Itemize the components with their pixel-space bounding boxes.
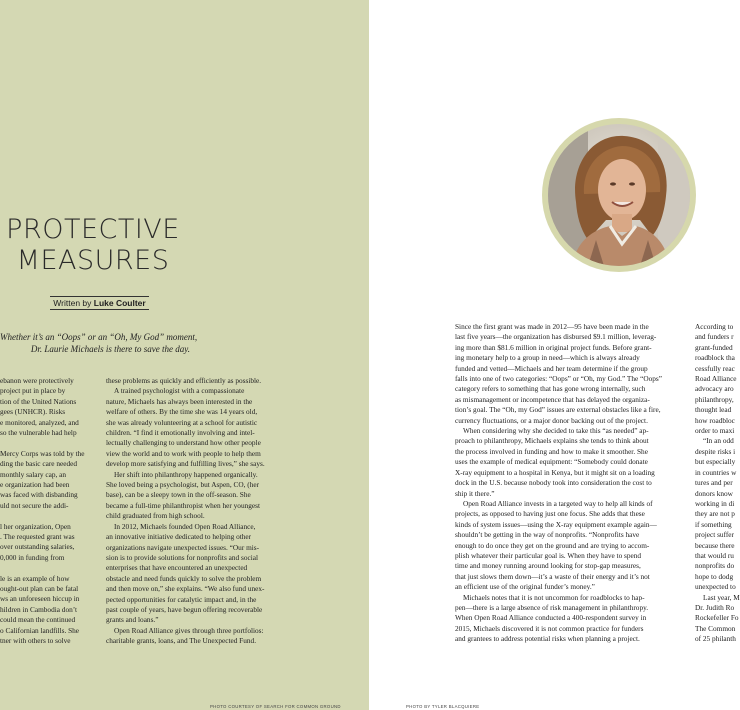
text-line: Since the first grant was made in 2012—95 have been made in the [455, 322, 649, 331]
portrait-image [548, 124, 690, 266]
text-line: but especially [695, 457, 736, 467]
title-line-2: MEASURES [16, 245, 170, 276]
text-line: tion of the United Nations [0, 396, 77, 406]
text-line: uld not secure the addi- [0, 500, 69, 510]
text-line: over outstanding salaries, [0, 542, 75, 552]
text-line [0, 438, 102, 448]
text-line: She loved being a psychologist, but Aspen, CO, (her [106, 480, 260, 490]
left-column-2 [106, 376, 292, 647]
text-line: Michaels notes that it is not uncommon for roadblocks to hap- [463, 592, 645, 602]
text-line: nonprofits do [695, 561, 735, 571]
text-line [0, 511, 102, 521]
photo-credit-right: PHOTO BY TYLER BLACQUIERE [406, 704, 480, 709]
text-line: le is an example of how [0, 573, 70, 583]
text-line: philanthropy, [695, 394, 734, 404]
text-line: X-ray equipment to a hospital in Kenya, but it might sit on a loading [455, 467, 655, 477]
text-line: When considering why she decided to take this “as needed” ap- [463, 426, 649, 436]
text-line: “In an odd [703, 436, 734, 446]
text-line: funded and vetted—Michaels and her team determine if the group [455, 363, 648, 373]
text-line: ing more than $81.6 million in original project funds. Before grant- [455, 342, 652, 352]
text-line: was faced with disbanding [0, 490, 78, 500]
text-line: past couple of years, have begun offering recoverable [106, 604, 263, 614]
text-line: view the world and to work with people to help them [106, 448, 261, 458]
text-line: last five years—the organization has disbursed $9.1 million, leverag- [455, 332, 657, 342]
text-line: o Californian landfills. She [0, 625, 80, 635]
text-line: nature, Michaels has always been interested in the [106, 396, 253, 406]
text-line: lectually challenging to understand how other people [106, 438, 261, 448]
title-line-1: PROTECTIVE [6, 214, 180, 245]
text-line: as mismanagement or incompetence that has delayed the organiza- [455, 394, 650, 404]
text-line: The Common [695, 623, 736, 633]
text-line: hildren in Cambodia don’t [0, 604, 78, 614]
text-line: Mercy Corps was told by the [0, 448, 85, 458]
byline [50, 296, 149, 310]
text-line: ship it there.” [455, 488, 495, 498]
text-line: could mean the continued [0, 615, 76, 625]
text-line: plish whatever their particular goal is. When they have to spend [455, 550, 642, 560]
text-line: In 2012, Michaels founded Open Road Alliance, [114, 521, 256, 531]
text-line: When Open Road Alliance conducted a 400-respondent survey in [455, 613, 647, 623]
text-line: projects, as opposed to having just one focus. She adds that these [455, 509, 645, 519]
text-line: children. “I find it emotionally involving and intel- [106, 428, 255, 438]
text-line: and funders r [695, 332, 734, 342]
text-line: dock in the U.S. because nobody took into consideration the cost to [455, 478, 652, 488]
text-line: roadblock tha [695, 353, 735, 363]
right-page [369, 0, 740, 710]
text-line: welfare of others. By the time she was 14 years old, [106, 407, 258, 417]
text-line: grant-funded [695, 342, 733, 352]
text-line: 0,000 in funding from [0, 552, 65, 562]
text-line: Dr. Judith Ro [695, 602, 735, 612]
text-line: working in di [695, 498, 735, 508]
deck-line-2: Dr. Laurie Michaels is there to save the day. [30, 344, 190, 354]
text-line: project put in place by [0, 386, 66, 396]
article-deck [0, 331, 198, 355]
photo-credit-left: PHOTO COURTESY OF SEARCH FOR COMMON GROUND [210, 704, 341, 709]
text-line: . The requested grant was [0, 532, 75, 542]
text-line: e monitored, analyzed, and [0, 417, 79, 427]
right-column-1 [455, 322, 693, 645]
text-line: project suffer [695, 530, 734, 540]
text-line: monthly salary cap, an [0, 469, 67, 479]
text-line: currency fluctuations, or a major donor backing out of the project. [455, 415, 648, 425]
text-line: pen—there is a large absence of risk management in philanthropy. [455, 602, 649, 612]
text-line: she was already volunteering at a school for autistic [106, 417, 258, 427]
text-line: base), can be a sleepy town in the off-season. She [106, 490, 251, 500]
text-line: they are not p [695, 509, 735, 519]
text-line: thought lead [695, 405, 732, 415]
text-line: child graduated from high school. [106, 511, 205, 521]
text-line: despite risks i [695, 446, 736, 456]
text-line: tion’s goal. The “Oh, my God” issues are external obstacles like a fire, [455, 405, 661, 415]
text-line: time and money running around looking for stop-gap measures, [455, 561, 641, 571]
text-line: e organization had been [0, 480, 70, 490]
deck-line-1: Whether it’s an “Oops” or an “Oh, My God” moment, [0, 332, 198, 342]
text-line: grants and loans.” [106, 615, 159, 625]
text-line: organizations navigate unexpected issues. “Our mis- [106, 542, 260, 552]
text-line: shouldn’t be getting in the way of nonprofits. “Nonprofits have [455, 530, 640, 540]
text-line: Open Road Alliance gives through three portfolios: [114, 625, 264, 635]
portrait-photo [542, 118, 696, 272]
text-line: unexpected to [695, 582, 736, 592]
byline-author: Luke Coulter [93, 298, 146, 308]
text-line: Last year, M [703, 592, 740, 602]
text-line: an efficient use of the original funder’s money.” [455, 582, 595, 592]
text-line: Road Alliance [695, 374, 737, 384]
text-line: that just slows them down—it’s a waste of their energy and it’s not [455, 571, 650, 581]
text-line: how roadbloc [695, 415, 735, 425]
text-line: ing monetary help to a group in need—which is always already [455, 353, 640, 363]
text-line: gees (UNHCR). Risks [0, 407, 66, 417]
text-line: so the vulnerable had help [0, 428, 77, 438]
text-line: donors know [695, 488, 733, 498]
text-line: and then move on,” she explains. “We also fund unex- [106, 584, 265, 594]
text-line: in countries w [695, 467, 737, 477]
text-line: uses the example of medical equipment: “Somebody could donate [455, 457, 648, 467]
text-line [0, 563, 102, 573]
text-line: Rockefeller Fo [695, 613, 739, 623]
text-line: According to [695, 322, 734, 331]
text-line: order to maxi [695, 426, 735, 436]
text-line: proach to philanthropy, Michaels explains she tends to think about [455, 436, 649, 446]
text-line: l her organization, Open [0, 521, 71, 531]
text-line: category refers to something that has gone wrong internally, such [455, 384, 646, 394]
article-title [0, 214, 186, 276]
text-line: enterprises that have encountered an unexpected [106, 563, 248, 573]
text-line: because there [695, 540, 735, 550]
text-line: ebanon were protectively [0, 376, 74, 385]
text-line: these problems as quickly and efficiently as possible. [106, 376, 262, 385]
text-line: sion is to provide solutions for nonprofits and social [106, 552, 259, 562]
text-line: falls into one of two categories: “Oops” or “Oh, my God.” The “Oops” [455, 374, 662, 384]
text-line: if something [695, 519, 732, 529]
text-line: cessfully reac [695, 363, 735, 373]
text-line: ws an unforeseen hiccup in [0, 594, 80, 604]
text-line: ought-out plan can be fatal [0, 584, 79, 594]
text-line: and grantees to address potential risks when planning a project. [455, 634, 640, 644]
text-line: hope to dodg [695, 571, 734, 581]
right-column-2 [695, 322, 740, 645]
left-column-1 [0, 376, 102, 647]
text-line: A trained psychologist with a compassionate [114, 386, 245, 396]
text-line: that would ru [695, 550, 734, 560]
text-line: of 25 philanth [695, 634, 736, 644]
text-line: an innovative initiative dedicated to helping other [106, 532, 252, 542]
text-line: 2015, Michaels discovered it is not common practice for funders [455, 623, 644, 633]
text-line: ding the basic care needed [0, 459, 77, 469]
text-line: tures and per [695, 478, 733, 488]
text-line: the process involved in funding and how to make it smoother. She [455, 446, 648, 456]
text-line: advocacy aro [695, 384, 734, 394]
text-line: became a full-time philanthropist when her youngest [106, 500, 261, 510]
text-line: pected opportunities for catalytic impact and, in the [106, 594, 257, 604]
left-page [0, 0, 369, 710]
text-line: charitable grants, loans, and The Unexpected Fund. [106, 636, 257, 646]
text-line: enough to do once they get on the ground and are trying to accom- [455, 540, 650, 550]
text-line: tner with others to solve [0, 636, 71, 646]
text-line: Her shift into philanthropy happened organically. [114, 469, 258, 479]
text-line: kinds of system issues—using the X-ray equipment example again— [455, 519, 657, 529]
byline-prefix: Written by [53, 298, 92, 308]
text-line: Open Road Alliance invests in a targeted way to help all kinds of [463, 498, 653, 508]
text-line: develop more satisfying and fulfilling lives,” she says. [106, 459, 265, 469]
text-line: obstacle and need funds quickly to solve the problem [106, 573, 262, 583]
